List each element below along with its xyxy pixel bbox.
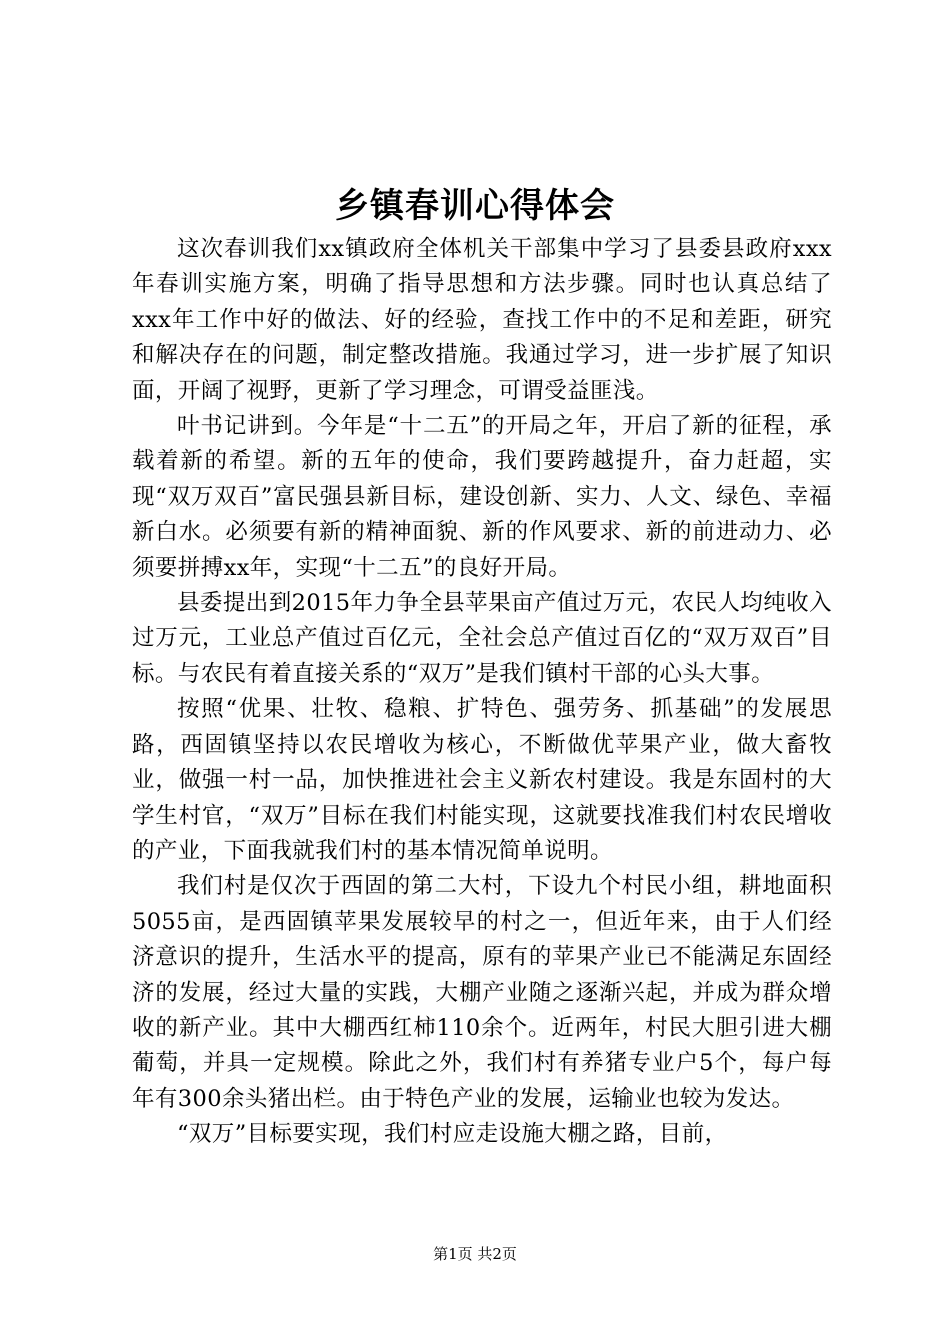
paragraph: 按照“优果、壮牧、稳粮、扩特色、强劳务、抓基础”的发展思路，西固镇坚持以农民增收为核心，不断做优苹果产业，做大畜牧业，做强一村一品，加快推进社会主义新农村建设。我是东固村的大学生村官，“双万”目标在我们村能实现，这就要找准我们村农民增收的产业，下面我就我们村的基本情况简单说明。 — [132, 696, 832, 864]
page-number-footer: 第1页 共2页 — [433, 1245, 517, 1263]
paragraph: 这次春训我们xx镇政府全体机关干部集中学习了县委县政府xxx年春训实施方案，明确了指导思想和方法步骤。同时也认真总结了xxx年工作中好的做法、好的经验，查找工作中的不足和差距，研究和解决存在的问题，制定整改措施。我通过学习，进一步扩展了知识面，开阔了视野，更新了学习理念，可谓受益匪浅。 — [132, 236, 832, 404]
paragraph: 叶书记讲到。今年是“十二五”的开局之年，开启了新的征程，承载着新的希望。新的五年的使命，我们要跨越提升，奋力赶超，实现“双万双百”富民强县新目标，建设创新、实力、人文、绿色、幸福新白水。必须要有新的精神面貌、新的作风要求、新的前进动力、必须要拼搏xx年，实现“十二五”的良好开局。 — [132, 413, 832, 581]
paragraph: “双万”目标要实现，我们村应走设施大棚之路，目前， — [177, 1121, 728, 1148]
paragraph: 我们村是仅次于西固的第二大村，下设九个村民小组，耕地面积5055亩，是西固镇苹果发展较早的村之一，但近年来，由于人们经济意识的提升，生活水平的提高，原有的苹果产业已不能满足东固经济的发展，经过大量的实践，大棚产业随之逐渐兴起，并成为群众增收的新产业。其中大棚西红柿110余个。近两年，村民大胆引进大棚葡萄，并具一定规模。除此之外，我们村有养猪专业户5个，每户每年有300余头猪出栏。由于特色产业的发展，运输业也较为发达。 — [132, 873, 832, 1112]
document-title: 乡镇春训心得体会 — [335, 186, 615, 226]
paragraph: 县委提出到2015年力争全县苹果亩产值过万元，农民人均纯收入过万元，工业总产值过百亿元，全社会总产值过百亿的“双万双百”目标。与农民有着直接关系的“双万”是我们镇村干部的心头大事。 — [132, 590, 832, 687]
document-body — [132, 232, 832, 1153]
